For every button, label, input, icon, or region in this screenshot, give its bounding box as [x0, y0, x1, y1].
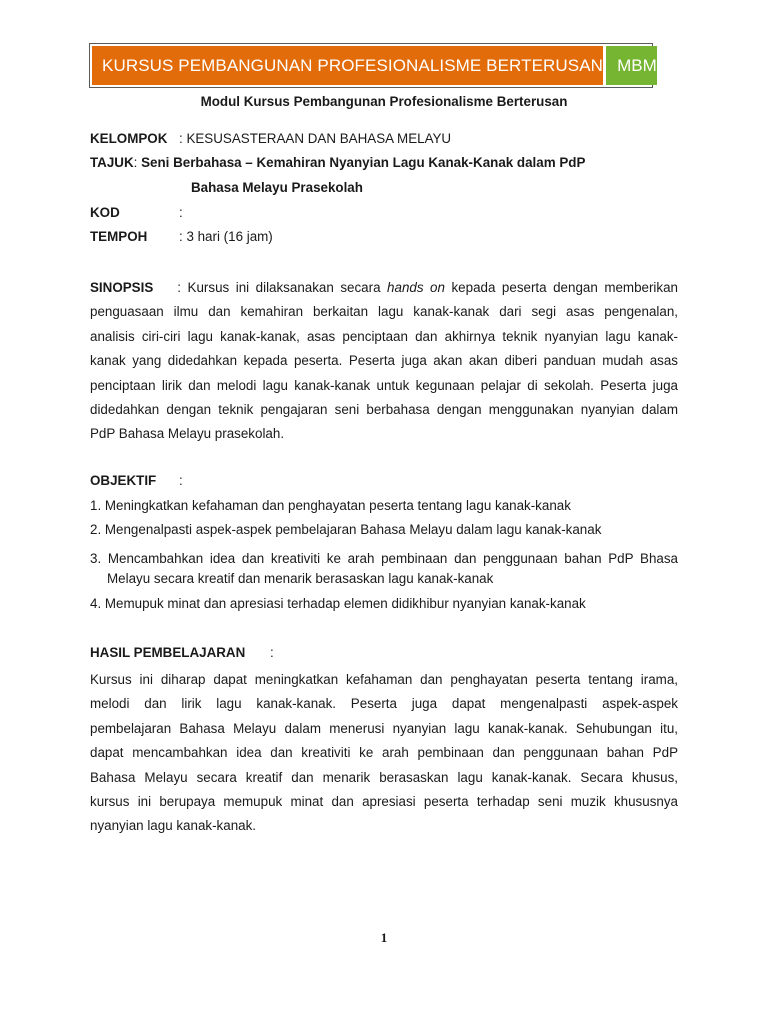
tempoh-label: TEMPOH: [90, 229, 148, 244]
hasil-line: melodi dan lirik lagu kanak-kanak. Peserta juga dapat mengenalpasti aspek-aspek: [90, 696, 678, 712]
tajuk-line2: Bahasa Melayu Prasekolah: [191, 180, 363, 195]
sinopsis-line: kanak yang didedahkan kepada peserta. Peserta juga akan akan diberi panduan mudah asas: [90, 353, 678, 369]
objektif-item: 3. Mencambahkan idea dan kreativiti ke arah pembinaan dan penggunaan bahan PdP Bhasa: [90, 551, 678, 566]
objektif-item-3: [90, 547, 678, 571]
banner-course-title: KURSUS PEMBANGUNAN PROFESIONALISME BERTERUSAN: [92, 46, 603, 85]
hasil-line: kursus ini berupaya memupuk minat dan apresiasi peserta terhadap seni muzik khususnya: [90, 794, 678, 810]
hasil-line: nyanyian lagu kanak-kanak.: [90, 818, 257, 834]
sinopsis-line: analisis ciri-ciri lagu kanak-kanak, asas penciptaan dan akhirnya teknik nyanyian lagu kanak-: [90, 328, 678, 344]
sinopsis-line: didedahkan dengan teknik pengajaran seni berbahasa dengan menggunakan nyanyian dalam: [90, 402, 678, 418]
hasil-line: Bahasa Melayu secara kreatif dan menarik berasaskan lagu kanak-kanak. Secara khusus,: [90, 769, 678, 785]
banner-code: MBM: [606, 46, 657, 85]
objektif-heading: OBJEKTIF: [90, 473, 157, 488]
page-title: Modul Kursus Pembangunan Profesionalisme Berterusan: [200, 94, 568, 109]
tajuk-colon: :: [133, 155, 142, 170]
objektif-item: 4. Memupuk minat dan apresiasi terhadap elemen didikhibur nyanyian kanak-kanak: [90, 596, 586, 611]
tempoh-value: : 3 hari (16 jam): [179, 229, 273, 244]
kelompok-value: : KESUSASTERAAN DAN BAHASA MELAYU: [179, 131, 452, 146]
hasil-heading: HASIL PEMBELAJARAN: [90, 645, 246, 660]
sinopsis-colon: :: [177, 280, 181, 295]
kelompok-label: KELOMPOK: [90, 131, 168, 146]
objektif-colon: :: [179, 473, 183, 488]
sinopsis-section: [90, 276, 678, 447]
sinopsis-emphasis: hands on: [387, 280, 445, 295]
hasil-line: pembelajaran Bahasa Melayu dalam menerusi nyanyian lagu kanak-kanak. Sehubungan itu,: [90, 720, 678, 736]
hasil-section: [90, 668, 678, 839]
sinopsis-text: kepada peserta dengan memberikan: [444, 280, 678, 295]
hasil-line: dapat mencambahkan idea dan kreativiti ke arah pembinaan dan penggunaan bahan PdP: [90, 745, 678, 761]
sinopsis-line: penciptaan lirik dan melodi lagu kanak-kanak untuk kegunaan pelajar di sekolah. Peserta juga: [90, 377, 678, 393]
hasil-line: Kursus ini diharap dapat meningkatkan kefahaman dan penghayatan peserta tentang irama,: [90, 672, 678, 687]
sinopsis-line: [90, 276, 678, 300]
hasil-colon: :: [270, 645, 274, 660]
header-banner: [89, 43, 657, 88]
sinopsis-line: penguasaan ilmu dan kemahiran berkaitan lagu kanak-kanak dari segi asas pengenalan,: [90, 304, 678, 320]
sinopsis-heading: SINOPSIS: [90, 280, 154, 295]
tajuk-label: TAJUK: [90, 155, 134, 170]
objektif-item: 2. Mengenalpasti aspek-aspek pembelajaran Bahasa Melayu dalam lagu kanak-kanak: [90, 522, 602, 537]
sinopsis-line: PdP Bahasa Melayu prasekolah.: [90, 426, 285, 442]
objektif-item-cont: Melayu secara kreatif dan menarik berasaskan lagu kanak-kanak: [107, 571, 494, 586]
tajuk-line1: Seni Berbahasa – Kemahiran Nyanyian Lagu Kanak-Kanak dalam PdP: [141, 155, 586, 170]
sinopsis-text: Kursus ini dilaksanakan secara: [187, 280, 388, 295]
page-number: 1: [380, 930, 388, 945]
kod-value: :: [179, 205, 183, 220]
objektif-item: 1. Meningkatkan kefahaman dan penghayatan peserta tentang lagu kanak-kanak: [90, 498, 571, 513]
tajuk-row: [90, 155, 585, 170]
kod-label: KOD: [90, 205, 120, 220]
